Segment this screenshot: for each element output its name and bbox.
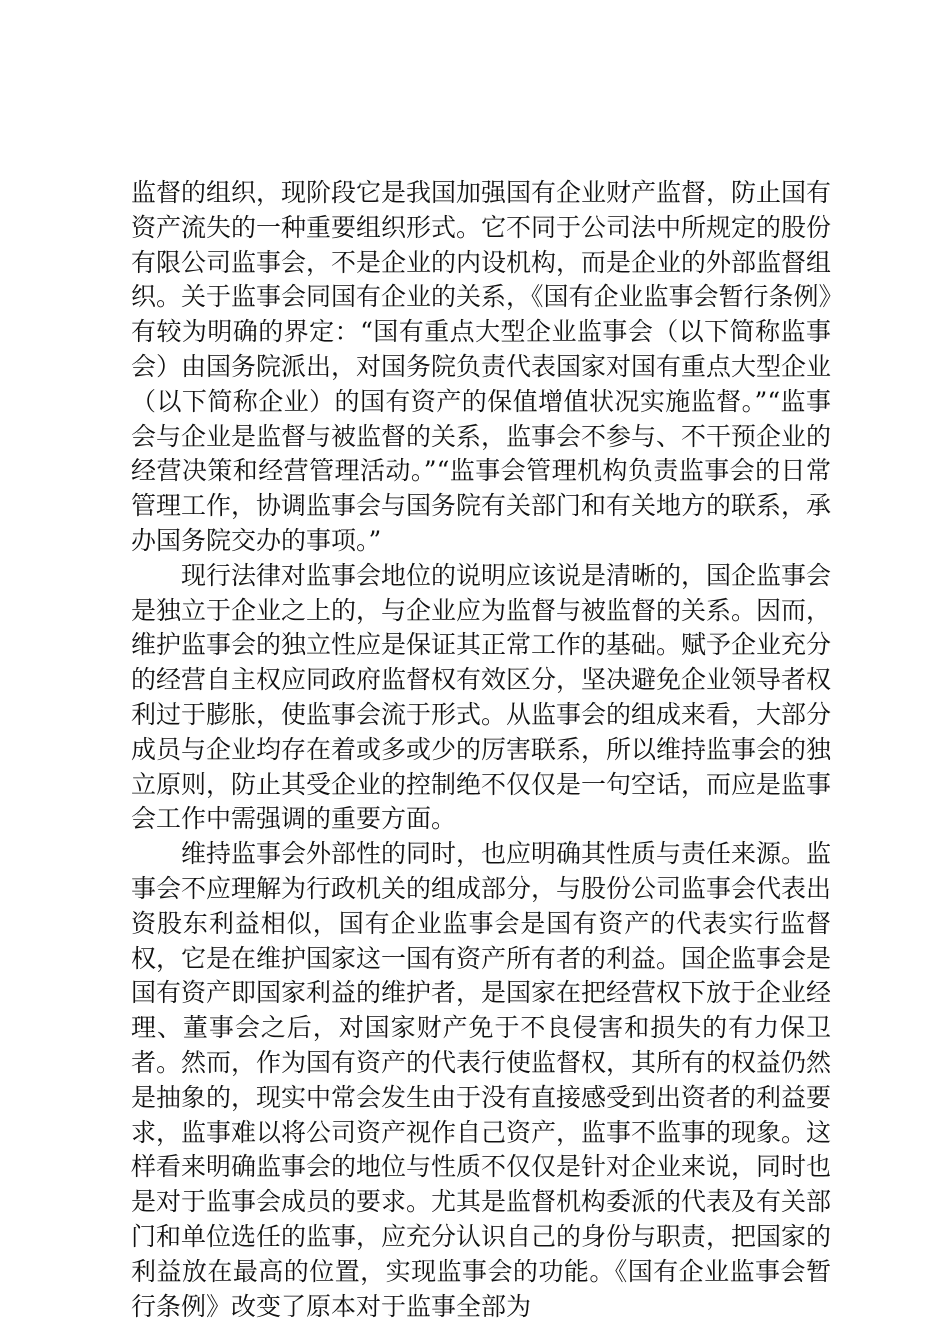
paragraph-3: 维持监事会外部性的同时，也应明确其性质与责任来源。监事会不应理解为行政机关的组成部分，与股份公司监事会代表出资股东利益相似，国有企业监事会是国有资产的代表实行监督权，它是在维护国家这一国有资产所有者的利益。国企监事会是国有资产即国家利益的维护者，是国家在把经营权下放于企业经理、董事会之后，对国家财产免于不良侵害和损失的有力保卫者。然而，作为国有资产的代表行使监督权，其所有的权益仍然是抽象的，现实中常会发生由于没有直接感受到出资者的利益要求，监事难以将公司资产视作自己资产，监事不监事的现象。这样看来明确监事会的地位与性质不仅仅是针对企业来说，同时也是对于监事会成员的要求。尤其是监督机构委派的代表及有关部门和单位选任的监事，应充分认识自己的身份与职责，把国家的利益放在最高的位置，实现监事会的功能。《国有企业监事会暂行条例》改变了原本对于监事全部为 (131, 839, 832, 1321)
paragraph-2: 现行法律对监事会地位的说明应该说是清晰的，国企监事会是独立于企业之上的，与企业应为监督与被监督的关系。因而，维护监事会的独立性应是保证其正常工作的基础。赋予企业充分的经营自主权应同政府监督权有效区分，坚决避免企业领导者权利过于膨胀，使监事会流于形式。从监事会的组成来看，大部分成员与企业均存在着或多或少的厉害联系，所以维持监事会的独立原则，防止其受企业的控制绝不仅仅是一句空话，而应是监事会工作中需强调的重要方面。 (131, 560, 832, 834)
document-body (131, 176, 831, 1324)
paragraph-1: 监督的组织，现阶段它是我国加强国有企业财产监督，防止国有资产流失的一种重要组织形式。它不同于公司法中所规定的股份有限公司监事会，不是企业的内设机构，而是企业的外部监督组织。关于监事会同国有企业的关系，《国有企业监事会暂行条例》有较为明确的界定：“国有重点大型企业监事会（以下简称监事会）由国务院派出，对国务院负责代表国家对国有重点大型企业（以下简称企业）的国有资产的保值增值状况实施监督。”“监事会与企业是监督与被监督的关系，监事会不参与、不干预企业的经营决策和经营管理活动。”“监事会管理机构负责监事会的日常管理工作，协调监事会与国务院有关部门和有关地方的联系，承办国务院交办的事项。” (131, 178, 832, 555)
